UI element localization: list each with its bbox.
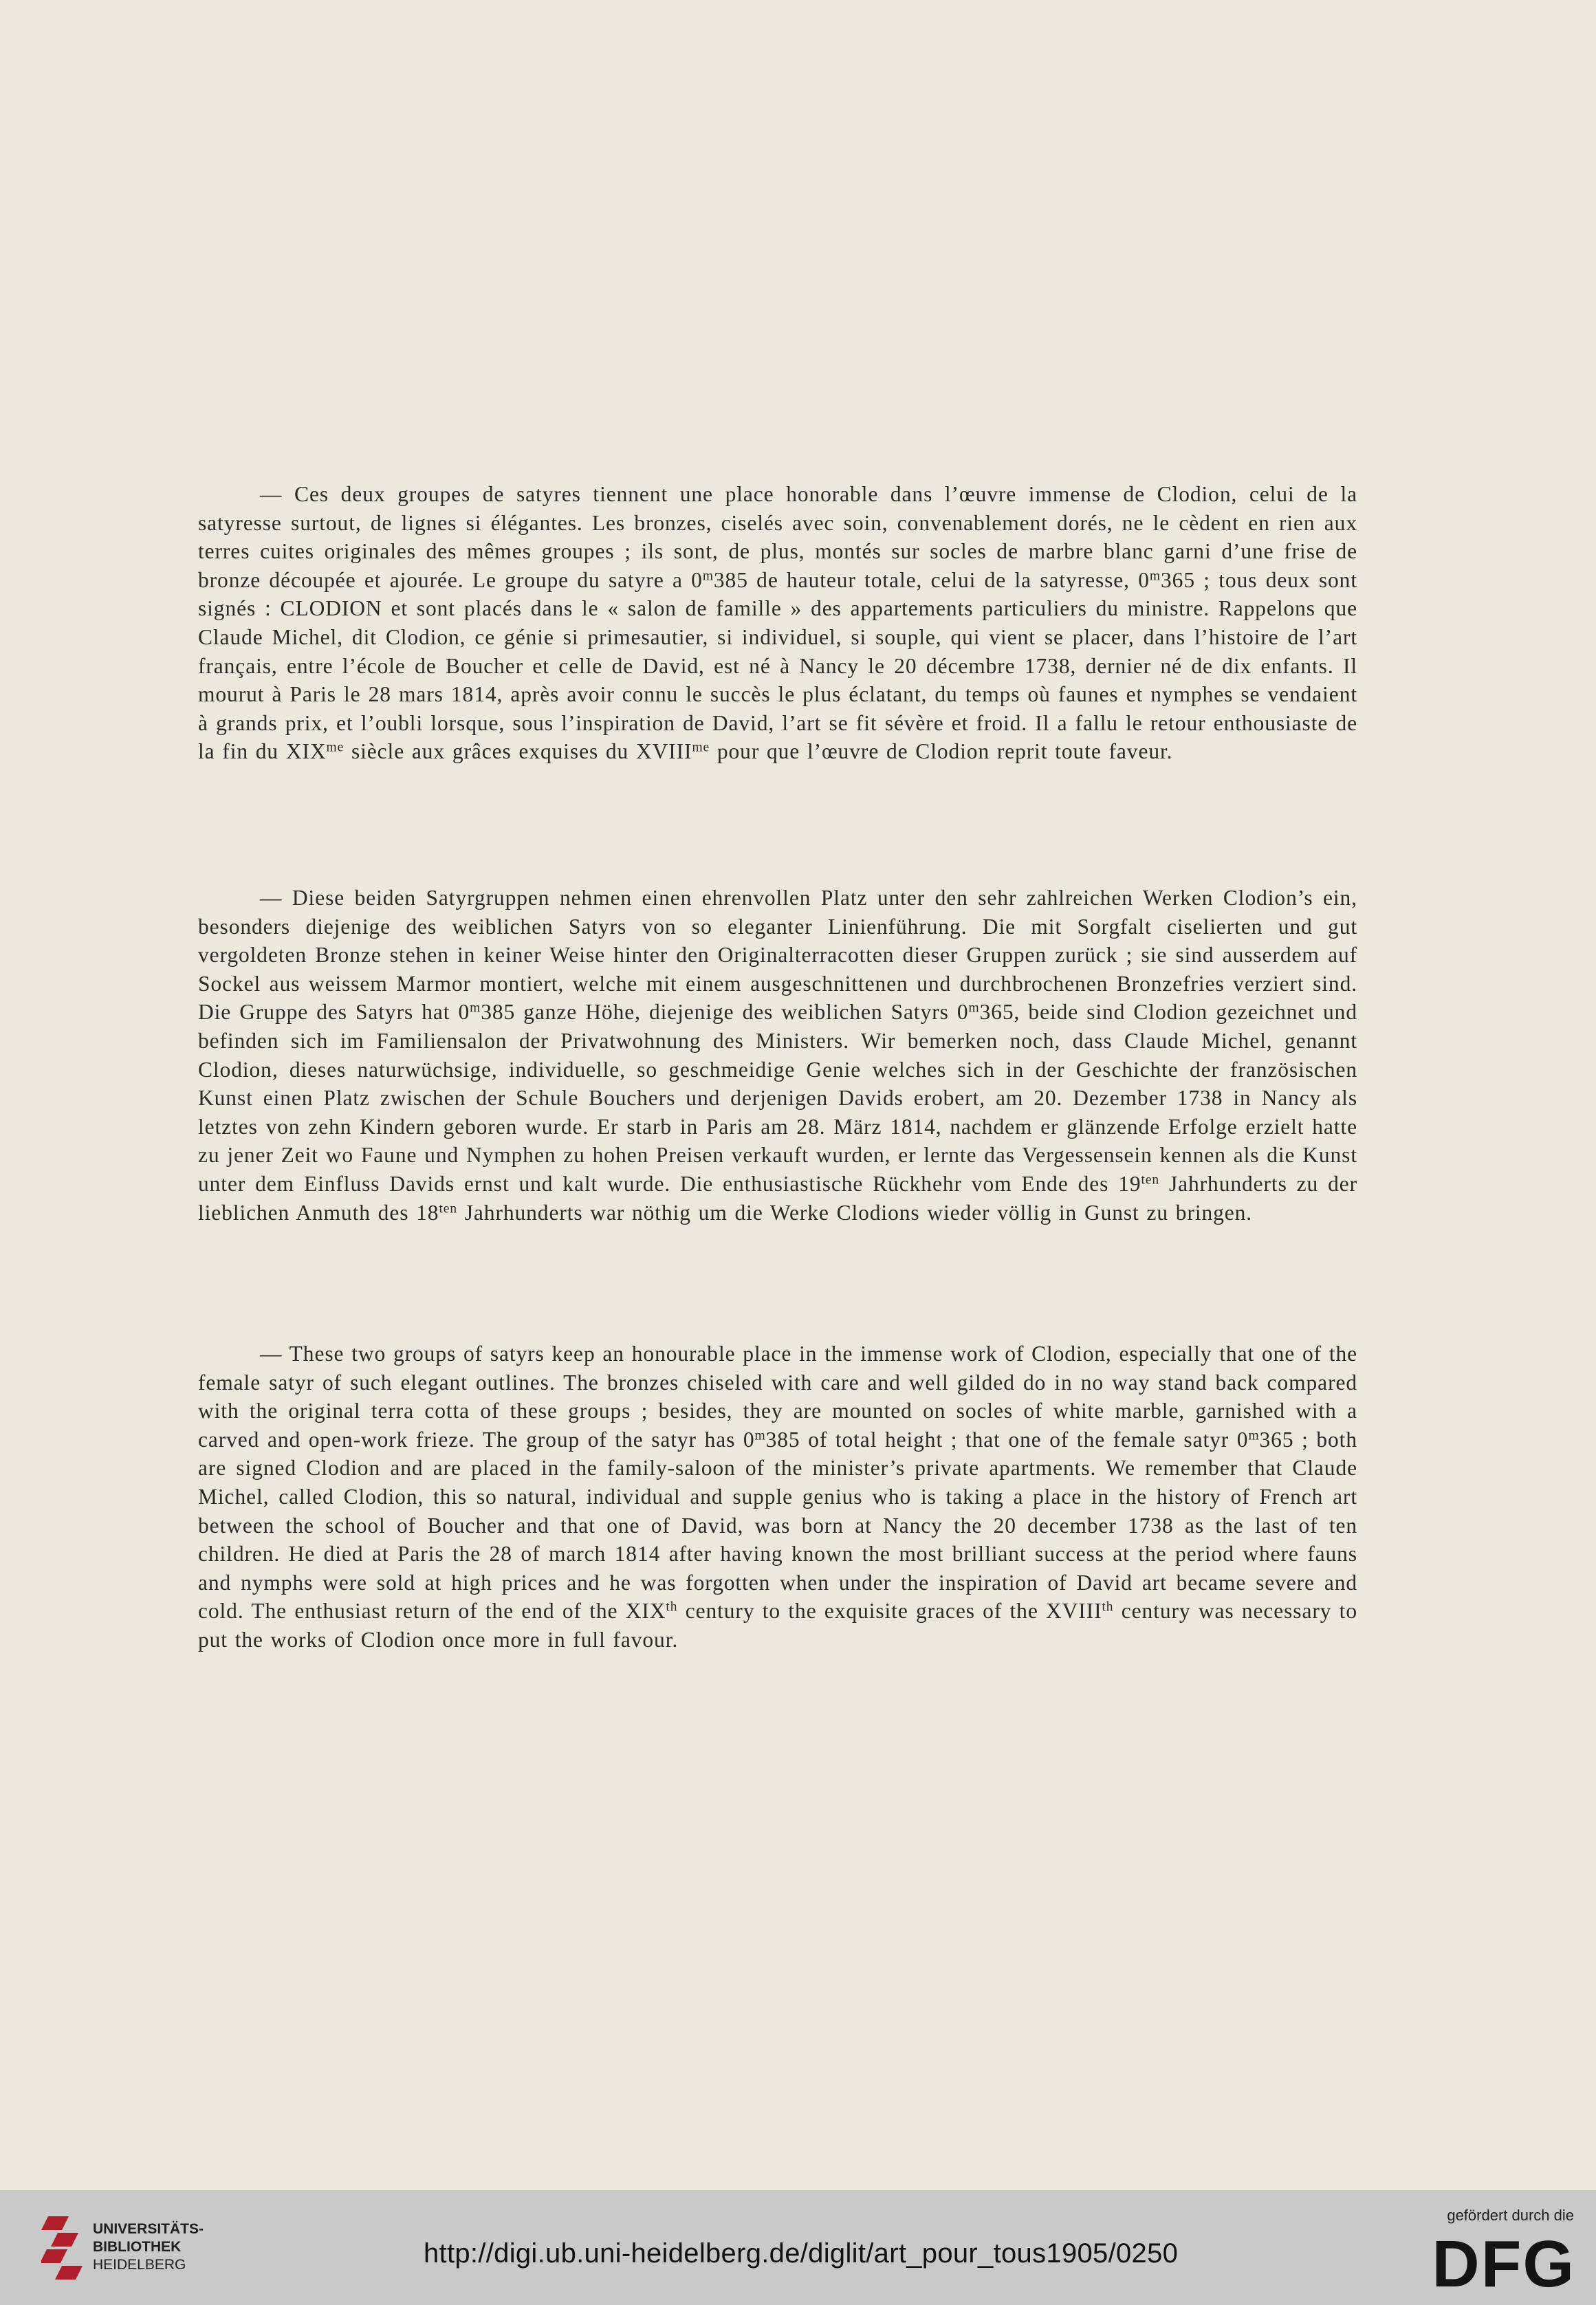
institution-name [93,2220,204,2274]
institution-line-1: UNIVERSITÄTS- [93,2221,204,2237]
english-text-block [198,1340,1357,1654]
german-text-block [198,884,1357,1227]
footer-bar [0,2190,1596,2305]
french-paragraph: — Ces deux groupes de satyres tiennent une place honorable dans l’œuvre immense de Clodion, celui de la satyresse surtout, de lignes si élégantes. Les bronzes, ciselés avec soin, convenablement dorés, ne le cèdent en rien aux terres cuites originales des mêmes groupes ; ils sont, de plus, montés sur socles de marbre blanc garni d’une frise de bronze découpée et ajourée. Le groupe du satyre a 0$^m$385 de hauteur totale, celui de la satyresse, 0$^m$365 ; tous deux sont signés : CLODION et sont placés dans le « salon de famille » des appartements particuliers du ministre. Rappelons que Claude Michel, dit Clodion, ce génie si primesautier, si individuel, si souple, qui vient se placer, dans l’histoire de l’art français, entre l’école de Boucher et celle de David, est né à Nancy le 20 décembre 1738, dernier né de dix enfants. Il mourut à Paris le 28 mars 1814, après avoir connu le succès le plus éclatant, du temps où faunes et nymphes se vendaient à grands prix, et l’oubli lorsque, sous l’inspiration de David, l’art se fit sévère et froid. Il a fallu le retour enthousiaste de la fin du $XIX^{me}$ siècle aux grâces exquises du $XVIII^{me}$ pour que l’œuvre de Clodion reprit toute faveur. [198,482,1357,764]
german-paragraph: — Diese beiden Satyrgruppen nehmen einen ehrenvollen Platz unter den sehr zahlreichen Werken Clodion’s ein, besonders diejenige des weiblichen Satyrs von so eleganter Linienführung. Die mit Sorgfalt ciselierten und gut vergoldeten Bronze stehen in keiner Weise hinter den Originalterracotten dieser Gruppen zurück ; sie sind ausserdem auf Sockel aus weissem Marmor montiert, welche mit einem ausgeschnittenen und durchbrochenen Bronzefries verziert sind. Die Gruppe des Satyrs hat 0$^m$385 ganze Höhe, diejenige des weiblichen Satyrs 0$^m$365, beide sind Clodion gezeichnet und befinden sich im Familiensalon der Privatwohnung des Ministers. Wir bemerken noch, dass Claude Michel, genannt Clodion, dieses naturwüchsige, individuelle, so geschmeidige Genie welches sich in der Geschichte der französischen Kunst einen Platz zwischen der Schule Bouchers und derjenigen Davids erobert, am 20. Dezember 1738 in Nancy als letztes von zehn Kindern geboren wurde. Er starb in Paris am 28. März 1814, nachdem er glänzende Erfolge erzielt hatte zu jener Zeit wo Faune und Nymphen zu hohen Preisen verkauft wurden, er lernte das Vergessensein kennen als die Kunst unter dem Einfluss Davids ernst und kalt wurde. Die enthusiastische Rückhehr vom Ende des $19^{ten}$ Jahrhunderts zu der lieblichen Anmuth des $18^{ten}$ Jahrhunderts war nöthig um die Werke Clodions wieder völlig in Gunst zu bringen. [198,886,1357,1225]
permalink-url[interactable]: http://digi.ub.uni-heidelberg.de/diglit/art_pour_tous1905/0250 [424,2238,1179,2269]
institution-line-2: BIBLIOTHEK [93,2239,182,2255]
dfg-logo: DFG [1432,2227,1575,2301]
library-emblem-icon [41,2209,87,2284]
french-text-block [198,480,1357,766]
funded-by-label: gefördert durch die [1447,2207,1574,2224]
institution-line-3: HEIDELBERG [93,2257,186,2273]
english-paragraph: — These two groups of satyrs keep an honourable place in the immense work of Clodion, especially that one of the female satyr of such elegant outlines. The bronzes chiseled with care and well gilded do in no way stand back compared with the original terra cotta of these groups ; besides, they are mounted on socles of white marble, garnished with a carved and open-work frieze. The group of the satyr has 0$^m$385 of total height ; that one of the female satyr 0$^m$365 ; both are signed Clodion and are placed in the family-saloon of the minister’s private apartments. We remember that Claude Michel, called Clodion, this so natural, individual and supple genius who is taking a place in the history of French art between the school of Boucher and that one of David, was born at Nancy the 20 december 1738 as the last of ten children. He died at Paris the 28 of march 1814 after having known the most brilliant success at the period where fauns and nymphs were sold at high prices and he was forgotten when under the inspiration of David art became severe and cold. The enthusiast return of the end of the XIXth century to the exquisite graces of the XVIIIth century was necessary to put the works of Clodion once more in full favour. [198,1342,1357,1652]
